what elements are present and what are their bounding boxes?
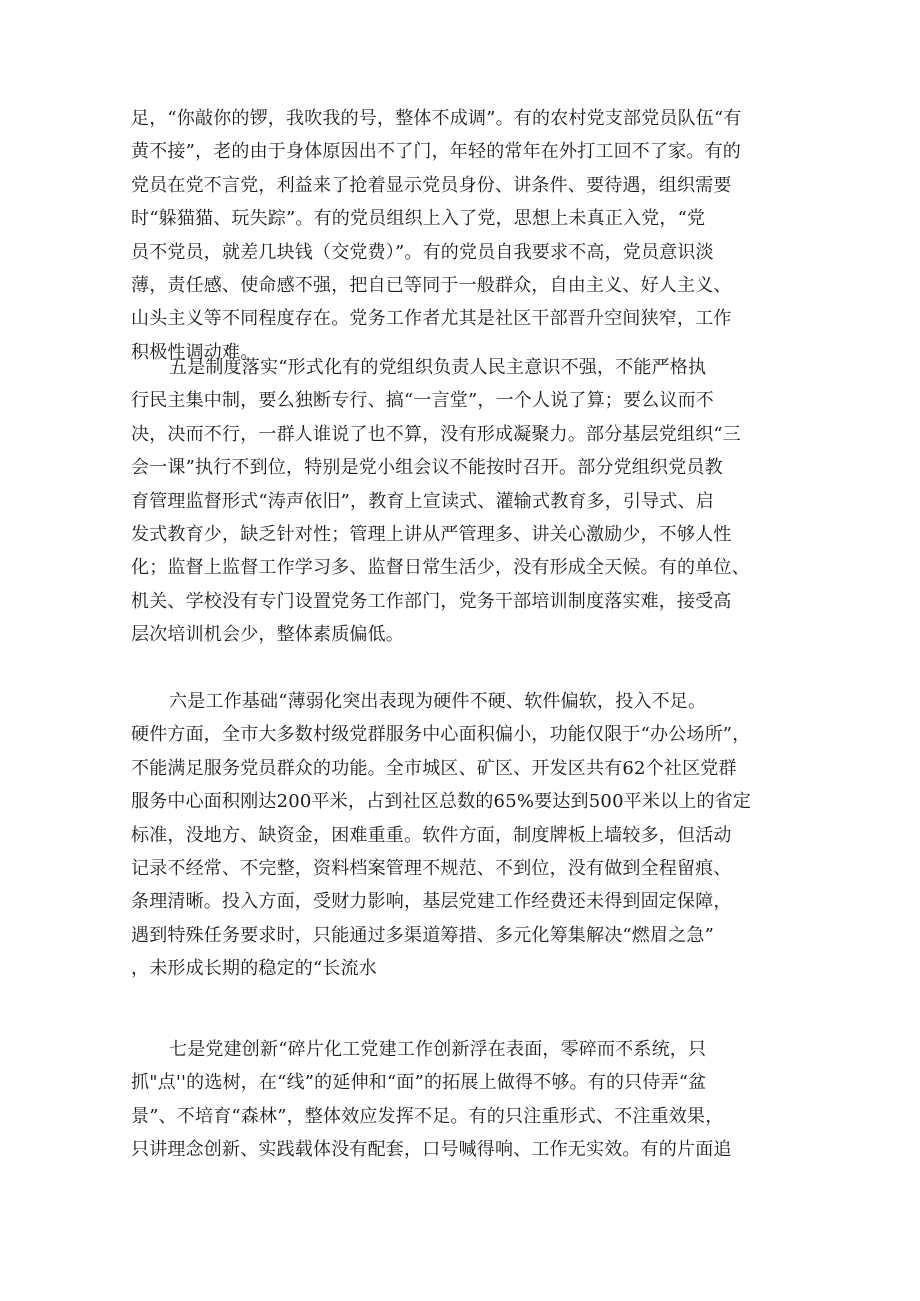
paragraph-work-foundation [131, 685, 795, 986]
text-line: 黄不接”，老的由于身体原因出不了门，年轻的常年在外打工回不了家。有的 [131, 141, 741, 163]
text-line: 层次培训机会少，整体素质偏低。 [131, 624, 404, 646]
text-line: 服务中心面积刚达200平米，占到社区总数的65%要达到500平米以上的省定 [131, 791, 752, 813]
text-line: 时“躲猫猫、玩失踪”。有的党员组织上入了党，思想上未真正入党，“党 [131, 208, 706, 230]
text-line: 行民主集中制，要么独断专行、搞“一言堂”，一个人说了算；要么议而不 [131, 390, 715, 412]
text-line: 决，决而不行，一群人谁说了也不算，没有形成凝聚力。部分基层党组织“三 [131, 423, 741, 445]
text-line: 机关、学校没有专门设置党务工作部门，党务干部培训制度落实难，接受高 [131, 590, 732, 612]
text-line: 积极性调动难。 [131, 341, 259, 363]
text-line: 山头主义等不同程度存在。党务工作者尤其是社区干部晋升空间狭窄，工作 [131, 308, 732, 330]
text-line: 五是制度落实“形式化有的党组织负责人民主意识不强，不能严格执 [169, 357, 707, 378]
text-line: 党员在党不言党，利益来了抢着显示党员身份、讲条件、要待遇，组织需要 [131, 174, 732, 196]
text-line: 景”、不培育“森林”，整体效应发挥不足。有的只注重形式、不注重效果， [131, 1105, 724, 1127]
text-line: 会一课”执行不到位，特别是党小组会议不能按时召开。部分党组织党员教 [131, 457, 723, 479]
text-line: 硬件方面，全市大多数村级党群服务中心面积偏小，功能仅限于“办公场所”， [131, 724, 751, 746]
text-line: 不能满足服务党员群众的功能。全市城区、矿区、开发区共有62个社区党群 [131, 757, 737, 779]
text-line: 遇到特殊任务要求时，只能通过多渠道筹措、多元化筹集解决“燃眉之急” [131, 924, 715, 946]
text-line: 记录不经常、不完整，资料档案管理不规范、不到位，没有做到全程留痕、 [131, 858, 732, 880]
text-line: 条理清晰。投入方面，受财力影响，基层党建工作经费还未得到固定保障， [131, 891, 732, 913]
text-line: 七是党建创新“碎片化工党建工作创新浮在表面，零碎而不系统，只 [169, 1039, 707, 1060]
paragraph-system-implementation [131, 351, 795, 652]
paragraph-party-member-discipline [131, 102, 795, 369]
text-line: 只讲理念创新、实践载体没有配套，口号喊得响、工作无实效。有的片面追 [131, 1139, 732, 1161]
text-line: ，未形成长期的稳定的“长流水 [131, 958, 378, 980]
text-line: 薄，责任感、使命感不强，把自已等同于一般群众，自由主义、好人主义、 [131, 275, 732, 297]
text-line: 足，“你敲你的锣，我吹我的号，整体不成调”。有的农村党支部党员队伍“有 [131, 108, 742, 129]
text-line: 发式教育少，缺乏针对性；管理上讲从严管理多、讲关心激励少，不够人性 [131, 524, 732, 546]
paragraph-party-building-innovation [131, 1033, 795, 1167]
text-line: 标准，没地方、缺资金，困难重重。软件方面，制度牌板上墙较多，但活动 [131, 824, 732, 846]
text-line: 六是工作基础“薄弱化突出表现为硬件不硬、软件偏软，投入不足。 [169, 691, 707, 712]
text-line: 抓"点''的选树，在“线”的延伸和“面”的拓展上做得不够。有的只侍弄“盆 [131, 1072, 707, 1094]
text-line: 化；监督上监督工作学习多、监督日常生活少，没有形成全天候。有的单位、 [131, 557, 750, 579]
text-line: 育管理监督形式“涛声依旧”，教育上宣读式、灌输式教育多，引导式、启 [131, 490, 715, 512]
text-line: 员不党员，就差几块钱（交党费）”。有的党员自我要求不高，党员意识淡 [131, 241, 714, 263]
